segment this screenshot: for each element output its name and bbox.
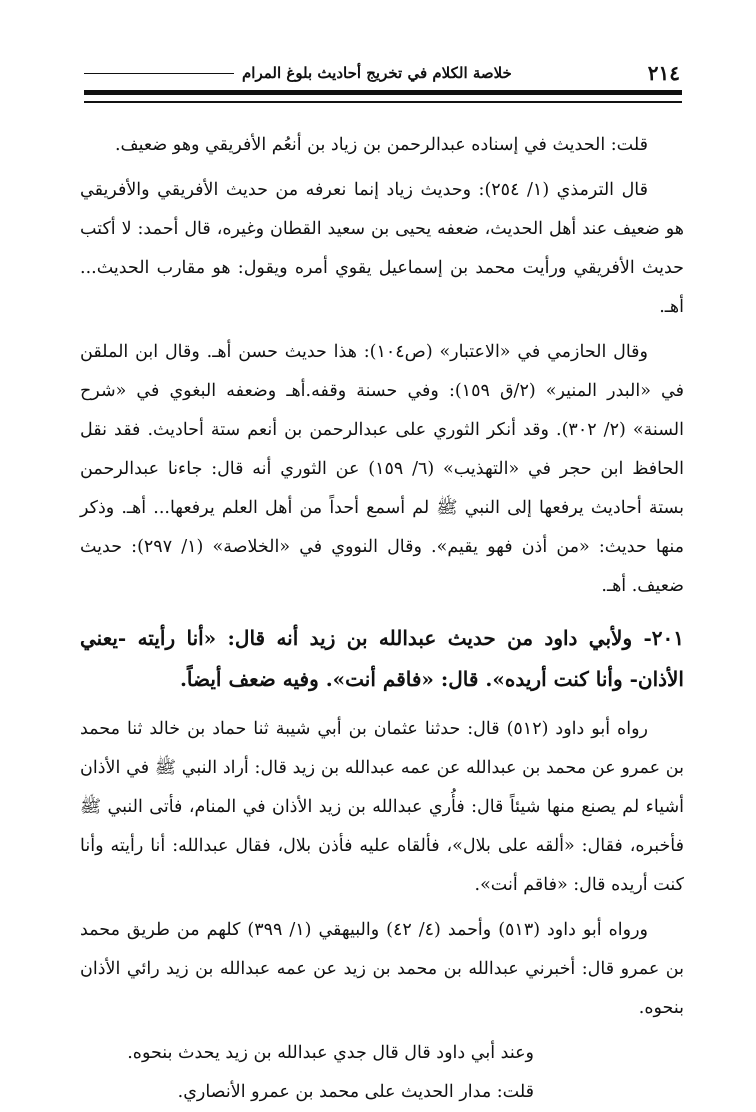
paragraph: قلت: الحديث في إسناده عبدالرحمن بن زياد بن أنعُم الأفريقي وهو ضعيف. <box>114 135 648 155</box>
title-dash <box>84 73 234 74</box>
paragraph: وقال الحازمي في «الاعتبار» (ص١٠٤): هذا حديث حسن أهـ. وقال ابن الملقن في «البدر المنير» (٢/ق ١٥٩): وفي حسنة وقفه.أهـ وضعفه البغوي في «شرح السنة» (٢/ ٣٠٢). وقد أنكر الثوري على عبدالرحمن بن أنعم ستة أحاديث. فقد نقل الحافظ ابن حجر في «التهذيب» (٦/ ١٥٩) عن الثوري أنه قال: جاءنا عبدالرحمن بستة أحاديث يرفعها إلى النبي ﷺ لم أسمع أحداً من أهل العلم يرفعها... أهـ. وذكر منها حديث: «من أذن فهو يقيم». وقال النووي في «الخلاصة» (١/ ٢٩٧): حديث ضعيف. أهـ. <box>80 342 685 596</box>
paragraph: وعند أبي داود قال قال جدي عبدالله بن زيد يحدث بنحوه. <box>127 1043 534 1063</box>
paragraph: قال الترمذي (١/ ٢٥٤): وحديث زياد إنما نعرفه من حديث الأفريقي والأفريقي هو ضعيف عند أهل الحديث، ضعفه يحيى بن سعيد القطان وغيره، قال أحمد: لا أكتب حديث الأفريقي ورأيت محمد بن إسماعيل يقوي أمره ويقول: هو مقارب الحديث... أهـ. <box>80 180 684 317</box>
paragraph: قلت: مدار الحديث على محمد بن عمرو الأنصاري. <box>177 1082 534 1102</box>
header-rule-thick <box>84 90 682 95</box>
page-number: ٢١٤ <box>647 61 680 85</box>
page-header <box>84 58 680 88</box>
paragraph: رواه أبو داود (٥١٢) قال: حدثنا عثمان بن أبي شيبة ثنا حماد بن خالد ثنا محمد بن عمرو عن محمد بن عبدالله عن عمه عبدالله بن زيد قال: أراد النبي ﷺ في الأذان أشياء لم يصنع منها شيئاً قال: فأُري عبدالله بن زيد الأذان في المنام، فأتى النبي ﷺ فأخبره، فقال: «ألقه على بلال»، فألقاه عليه فأذن بلال، فقال عبدالله: أنا رأيته وأنا كنت أريده قال: «فاقم أنت». <box>80 719 684 895</box>
page-body <box>80 126 684 1112</box>
running-title <box>84 64 512 82</box>
paragraph: ورواه أبو داود (٥١٣) وأحمد (٤/ ٤٢) والبيهقي (١/ ٣٩٩) كلهم من طريق محمد بن عمرو قال: أخبرني عبدالله بن محمد بن زيد عن عمه عبدالله بن زيد رائي الأذان بنحوه. <box>80 920 684 1018</box>
running-title-text: خلاصة الكلام في تخريج أحاديث بلوغ المرام <box>242 64 512 82</box>
hadith-text: ٢٠١- ولأبي داود من حديث عبدالله بن زيد أنه قال: «أنا رأيته -يعني الأذان- وأنا كنت أريده». قال: «فاقم أنت». وفيه ضعف أيضاً. <box>80 626 684 691</box>
header-rule-thin <box>84 101 682 103</box>
